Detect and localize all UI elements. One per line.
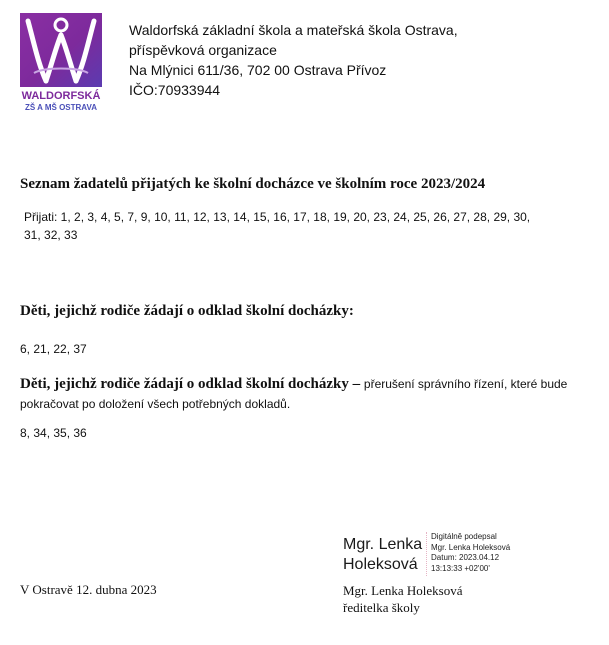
place-date: V Ostravě 12. dubna 2023 bbox=[20, 582, 157, 597]
signature-detail-line3: Datum: 2023.04.12 bbox=[431, 553, 500, 562]
org-name-line1: Waldorfská základní škola a mateřská škola Ostrava, bbox=[129, 22, 458, 38]
signature-detail-line2: Mgr. Lenka Holeksová bbox=[431, 542, 511, 552]
postponement-heading: Děti, jejichž rodiče žádají o odklad školní docházky: bbox=[20, 303, 354, 319]
signatory-name: Mgr. Lenka Holeksová bbox=[343, 583, 463, 598]
org-name-line2: příspěvková organizace bbox=[129, 42, 277, 58]
school-logo bbox=[20, 13, 102, 113]
accepted-list: Přijati: 1, 2, 3, 4, 5, 7, 9, 10, 11, 12, 13, 14, 15, 16, 17, 18, 19, 20, 23, 24, 25, 26, 27, 28, 29, 30, 31, 32, 33 bbox=[24, 210, 531, 242]
signature-detail-line4: 13:13:33 +02'00' bbox=[431, 563, 490, 573]
org-address: Na Mlýnici 611/36, 702 00 Ostrava Přívoz bbox=[129, 62, 387, 78]
digital-signature[interactable] bbox=[343, 530, 543, 582]
signatory-title: ředitelka školy bbox=[343, 600, 420, 615]
signature-divider bbox=[426, 532, 427, 576]
signature-details bbox=[431, 532, 510, 574]
accepted-heading: Seznam žadatelů přijatých ke školní docházce ve školním roce 2023/2024 bbox=[20, 176, 486, 192]
logo-text-line1: WALDORFSKÁ bbox=[21, 90, 101, 102]
org-ico: IČO:70933944 bbox=[129, 82, 221, 98]
postponement-list: 6, 21, 22, 37 bbox=[20, 342, 87, 356]
interrupted-paragraph bbox=[20, 374, 580, 414]
interrupted-heading: Děti, jejichž rodiče žádají o odklad školní docházky bbox=[20, 376, 349, 392]
signature-name-line1: Mgr. Lenka bbox=[343, 536, 423, 553]
interrupted-list: 8, 34, 35, 36 bbox=[20, 426, 87, 440]
logo-background bbox=[20, 13, 102, 87]
signature-name-line2: Holeksová bbox=[343, 556, 418, 573]
logo-text-line2: ZŠ A MŠ OSTRAVA bbox=[25, 103, 97, 112]
organization-header bbox=[129, 20, 589, 100]
interrupted-dash: – bbox=[348, 376, 364, 392]
interrupted-note: přerušení správního řízení, které bude pokračovat po doložení všech potřebných dokladů. bbox=[20, 377, 568, 411]
signature-detail-line1: Digitálně podepsal bbox=[431, 532, 497, 541]
signatory-block bbox=[343, 582, 463, 616]
signature-name bbox=[343, 535, 422, 575]
